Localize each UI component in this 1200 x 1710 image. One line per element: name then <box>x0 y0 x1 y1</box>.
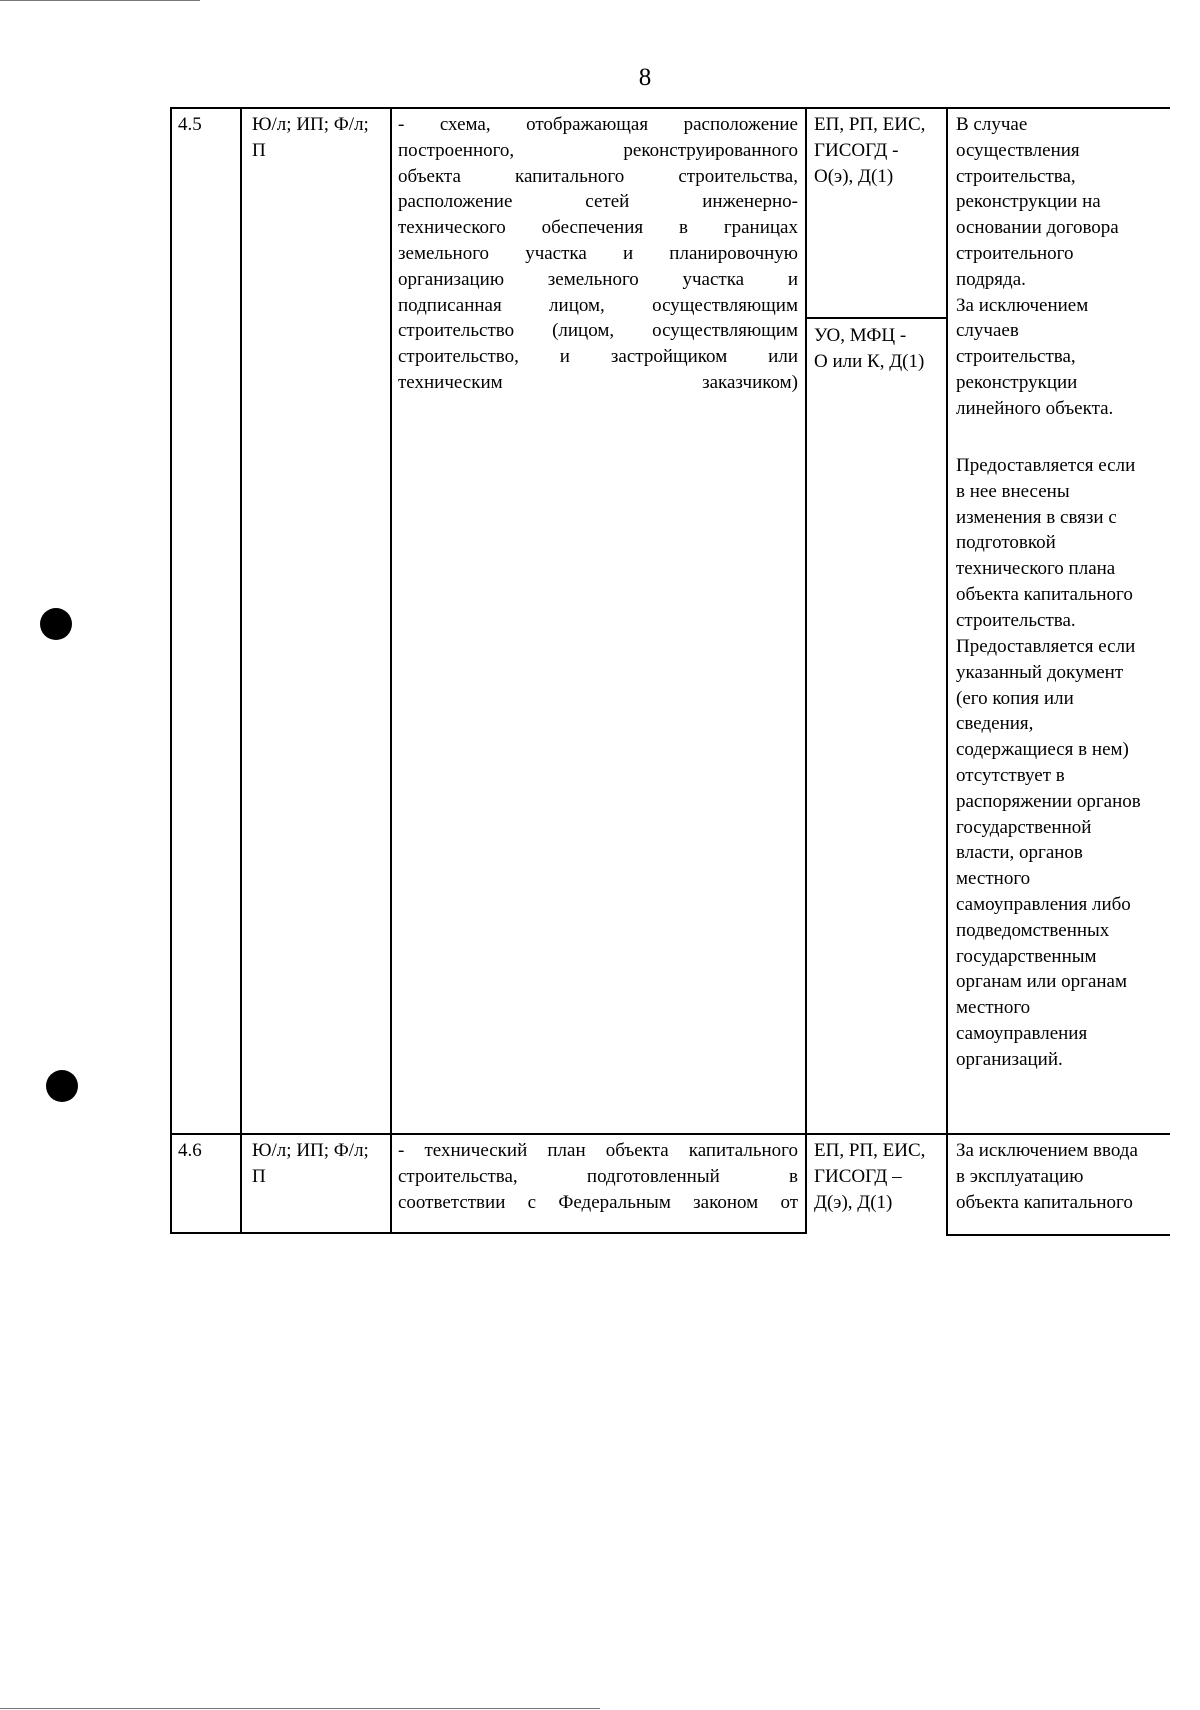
source-line: ЕП, РП, ЕИС, <box>814 114 926 135</box>
document-description <box>398 112 798 396</box>
submission-method <box>814 112 954 189</box>
document-line: объекта капитального строительства, <box>398 165 798 187</box>
row-number: 4.6 <box>178 1140 202 1161</box>
applicant-types <box>252 1138 397 1190</box>
column-divider-2 <box>390 107 392 1234</box>
row-number: 4.5 <box>178 114 202 135</box>
table-border-bottom-right <box>946 1234 1170 1236</box>
applicant-line: П <box>252 1165 266 1187</box>
note-text: Предоставляется если указанный документ (его копия или сведения, содержащиеся в нем) отсутствует в распоряжении органов государственной власти, органов местного самоуправления либо подведомственных государственным органам или органам местного самоуправления организаций. <box>956 636 1141 1070</box>
column-divider-3 <box>805 107 807 1234</box>
punch-hole-bottom <box>46 1070 78 1102</box>
source-line: О(э), Д(1) <box>814 165 894 187</box>
document-line: расположение сетей инженерно- <box>398 191 798 213</box>
applicant-line: Ю/л; ИП; Ф/л; <box>252 114 369 135</box>
note-text: В случае осуществления строительства, реконструкции на основании договора строительного подряда. За исключением случаев строительства, реконструкции линейного объекта. <box>956 114 1119 419</box>
scan-edge-top <box>0 0 200 1</box>
table-border-top <box>170 107 1170 109</box>
applicant-line: П <box>252 139 266 161</box>
document-line: построенного, реконструированного <box>398 139 798 161</box>
source-line: ГИСОГД – <box>814 1165 902 1187</box>
source-line: УО, МФЦ - <box>814 325 907 346</box>
table-border-bottom <box>170 1232 805 1234</box>
document-line: строительство, и застройщиком или <box>398 346 798 368</box>
submission-method <box>814 1138 954 1215</box>
document-line: подписанная лицом, осуществляющим <box>398 294 798 316</box>
document-line: - технический план объекта капитального <box>398 1140 798 1161</box>
document-line: строительство (лицом, осуществляющим <box>398 320 798 342</box>
punch-hole-top <box>40 608 72 640</box>
document-line: техническим заказчиком) <box>398 371 798 393</box>
document-line: земельного участка и планировочную <box>398 242 798 264</box>
source-cell-divider <box>805 317 946 319</box>
requirements-table <box>170 107 1170 1237</box>
submission-method-alt <box>814 323 954 375</box>
document-line: - схема, отображающая расположение <box>398 114 798 135</box>
applicant-line: Ю/л; ИП; Ф/л; <box>252 1140 369 1161</box>
scan-edge-bottom <box>0 1708 600 1709</box>
column-divider-1 <box>240 107 242 1234</box>
applicant-types <box>252 112 397 164</box>
note-text: Предоставляется если в нее внесены изменения в связи с подготовкой технического плана объекта капитального строительства. <box>956 455 1136 631</box>
source-line: Д(э), Д(1) <box>814 1191 893 1213</box>
column-divider-4 <box>946 107 948 1236</box>
page-number: 8 <box>638 64 652 91</box>
source-line: ЕП, РП, ЕИС, <box>814 1140 926 1161</box>
source-line: ГИСОГД - <box>814 139 899 161</box>
note-text: За исключением ввода в эксплуатацию объекта капитального <box>956 1140 1138 1213</box>
row-divider <box>170 1133 1170 1135</box>
document-line: соответствии с Федеральным законом от <box>398 1191 798 1213</box>
document-line: организацию земельного участка и <box>398 268 798 290</box>
document-line: технического обеспечения в границах <box>398 217 798 239</box>
source-line: О или К, Д(1) <box>814 350 925 372</box>
document-line: строительства, подготовленный в <box>398 1165 798 1187</box>
table-border-left <box>170 107 172 1234</box>
document-description <box>398 1138 798 1215</box>
